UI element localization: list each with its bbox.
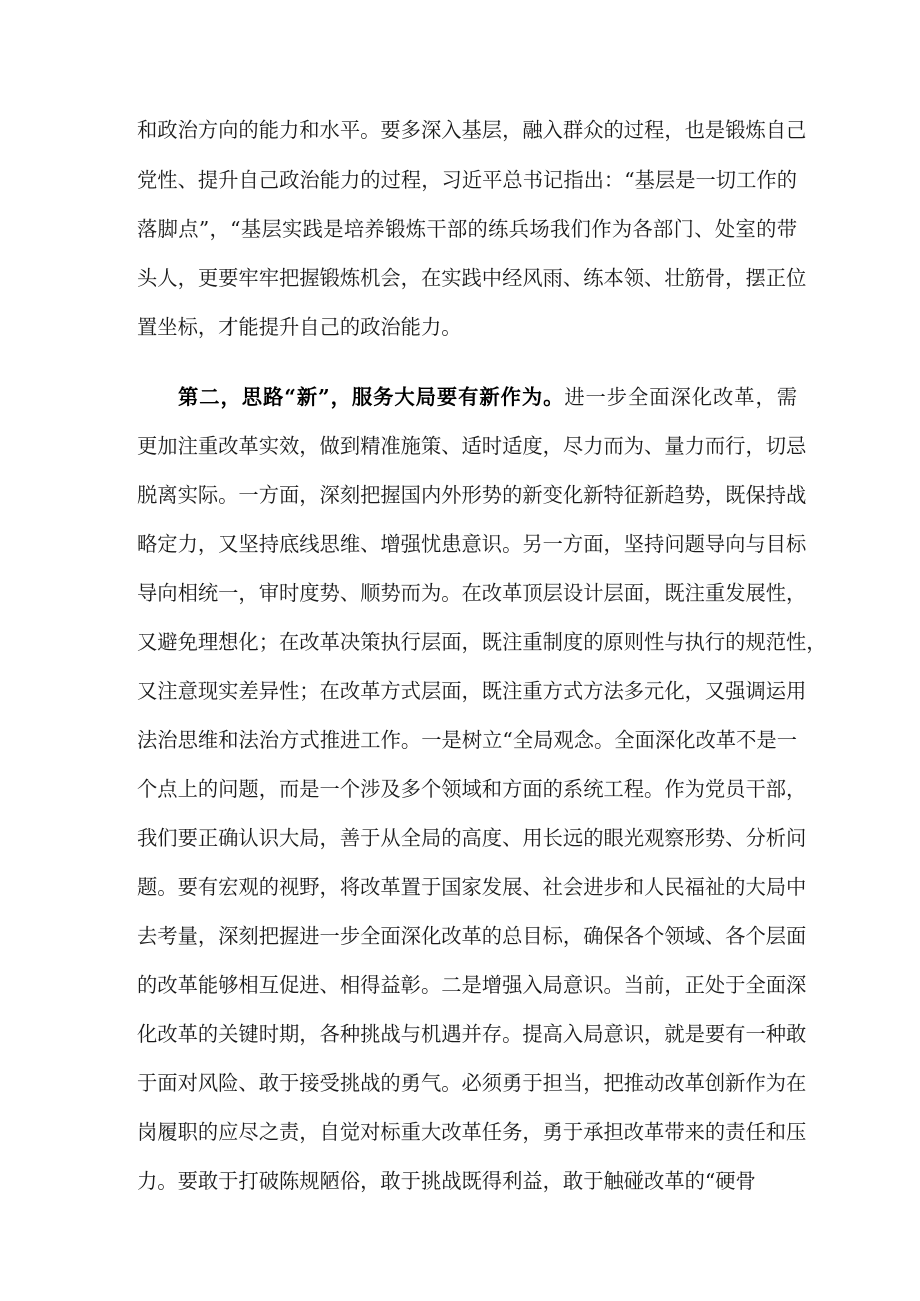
paragraph-1-line-4: 头人，更要牢牢把握锻炼机会，在实践中经风雨、练本领、壮筋骨，摆正位 <box>137 266 807 290</box>
paragraph-2-line-1-rest: 进一步全面深化改革，需 <box>564 385 797 409</box>
paragraph-2-line-8: 法治思维和法治方式推进工作。一是树立“全局观念。全面深化改革不是一 <box>137 728 797 752</box>
paragraph-2-line-13: 的改革能够相互促进、相得益彰。二是增强入局意识。当前，正处于全面深 <box>137 973 807 997</box>
paragraph-1-line-3: 落脚点”，“基层实践是培养锻炼干部的练兵场我们作为各部门、处室的带 <box>137 217 797 241</box>
paragraph-1-line-2: 党性、提升自己政治能力的过程，习近平总书记指出：“基层是一切工作的 <box>137 168 797 192</box>
paragraph-2-line-17: 力。要敢于打破陈规陋俗，敢于挑战既得利益，敢于触碰改革的“硬骨 <box>137 1169 756 1193</box>
paragraph-2-line-14: 化改革的关键时期，各种挑战与机遇并存。提高入局意识，就是要有一种敢 <box>137 1022 807 1046</box>
paragraph-1-line-5: 置坐标，才能提升自己的政治能力。 <box>137 315 462 339</box>
paragraph-2-line-3: 脱离实际。一方面，深刻把握国内外形势的新变化新特征新趋势，既保持战 <box>137 483 807 507</box>
paragraph-2-line-11: 题。要有宏观的视野，将改革置于国家发展、社会进步和人民福祉的大局中 <box>137 875 807 899</box>
paragraph-2-line-6: 又避免理想化；在改革决策执行层面，既注重制度的原则性与执行的规范性， <box>137 630 827 654</box>
paragraph-2-line-16: 岗履职的应尽之责，自觉对标重大改革任务，勇于承担改革带来的责任和压 <box>137 1120 807 1144</box>
paragraph-1-line-1: 和政治方向的能力和水平。要多深入基层，融入群众的过程，也是锻炼自己 <box>137 118 807 142</box>
paragraph-2-line-12: 去考量，深刻把握进一步全面深化改革的总目标，确保各个领域、各个层面 <box>137 924 807 948</box>
paragraph-2-line-7: 又注意现实差异性；在改革方式层面，既注重方式方法多元化，又强调运用 <box>137 679 807 703</box>
paragraph-2-line-1 <box>178 380 797 414</box>
paragraph-2-line-10: 我们要正确认识大局，善于从全局的高度、用长远的眼光观察形势、分析问 <box>137 826 807 850</box>
section-heading: 第二，思路“新”，服务大局要有新作为。 <box>178 385 565 409</box>
paragraph-2-line-5: 导向相统一，审时度势、顺势而为。在改革顶层设计层面，既注重发展性， <box>137 581 807 605</box>
paragraph-2-line-15: 于面对风险、敢于接受挑战的勇气。必须勇于担当，把推动改革创新作为在 <box>137 1071 807 1095</box>
paragraph-2-line-4: 略定力，又坚持底线思维、增强忧患意识。另一方面，坚持问题导向与目标 <box>137 532 807 556</box>
paragraph-2-line-9: 个点上的问题，而是一个涉及多个领域和方面的系统工程。作为党员干部， <box>137 777 807 801</box>
paragraph-2-line-2: 更加注重改革实效，做到精准施策、适时适度，尽力而为、量力而行，切忌 <box>137 434 807 458</box>
